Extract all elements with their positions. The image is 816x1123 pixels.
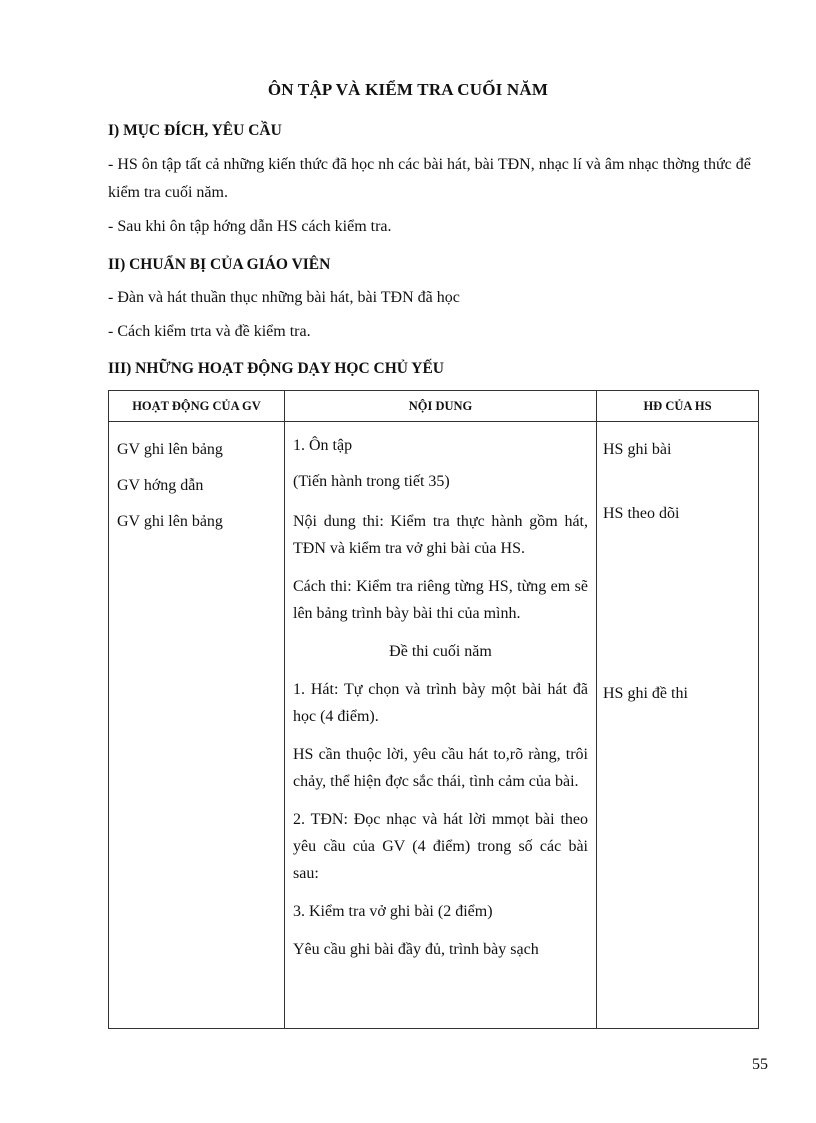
gv-item: GV hớng dẫn — [117, 477, 204, 494]
gv-item: GV ghi lên bảng — [117, 441, 223, 458]
section2-heading: II) CHUẨN BỊ CỦA GIÁO VIÊN — [108, 256, 331, 273]
hs-item: HS ghi đề thi — [603, 685, 688, 702]
content-yeu-cau-hat: HS cần thuộc lời, yêu cầu hát to,rõ ràng, trôi chảy, thể hiện đợc sắc thái, tình cảm của bài. — [293, 746, 588, 790]
table-header-row — [109, 391, 759, 422]
content-noi-dung-thi: Nội dung thi: Kiểm tra thực hành gồm hát, TĐN và kiểm tra vở ghi bài của HS. — [293, 513, 588, 557]
content-tdn: 2. TĐN: Đọc nhạc và hát lời mmọt bài theo yêu cầu của GV (4 điểm) trong số các bài sau: — [293, 811, 588, 882]
page-number: 55 — [752, 1056, 768, 1073]
hs-item: HS theo dõi — [603, 505, 680, 522]
hs-cell — [597, 422, 759, 1029]
section1-heading: I) MỤC ĐÍCH, YÊU CẦU — [108, 122, 282, 139]
header-gv: HOẠT ĐỘNG CỦA GV — [109, 391, 285, 422]
content-de-thi: Đề thi cuối năm — [389, 643, 492, 660]
content-cell — [285, 422, 597, 1029]
content-kiem-tra-vo: 3. Kiểm tra vở ghi bài (2 điểm) — [293, 903, 493, 920]
content-tien-hanh: (Tiến hành trong tiết 35) — [293, 473, 450, 490]
header-content: NỘI DUNG — [285, 391, 597, 422]
section1-item-1: - HS ôn tập tất cả những kiến thức đã học nh các bài hát, bài TĐN, nhạc lí và âm nhạc thờng thức để kiểm tra cuối năm. — [108, 156, 751, 201]
section2-item-2: - Cách kiểm trta và đề kiểm tra. — [108, 323, 311, 340]
content-on-tap: 1. Ôn tập — [293, 437, 353, 454]
table-row — [109, 422, 759, 1029]
gv-cell — [109, 422, 285, 1029]
section1-item-2: - Sau khi ôn tập hớng dẫn HS cách kiểm tra. — [108, 218, 392, 235]
gv-item: GV ghi lên bảng — [117, 513, 223, 530]
activities-table — [108, 390, 759, 1029]
content-yeu-cau-vo: Yêu cầu ghi bài đầy đủ, trình bày sạch — [293, 941, 539, 958]
page-title: ÔN TẬP VÀ KIỂM TRA CUỐI NĂM — [267, 80, 549, 99]
hs-item: HS ghi bài — [603, 441, 672, 458]
content-cach-thi: Cách thi: Kiểm tra riêng từng HS, từng em sẽ lên bảng trình bày bài thi của mình. — [293, 578, 588, 622]
header-hs: HĐ CỦA HS — [597, 391, 759, 422]
section2-item-1: - Đàn và hát thuần thục những bài hát, bài TĐN đã học — [108, 289, 460, 306]
content-hat: 1. Hát: Tự chọn và trình bày một bài hát đã học (4 điểm). — [293, 681, 588, 725]
section3-heading: III) NHỮNG HOẠT ĐỘNG DẠY HỌC CHỦ YẾU — [108, 360, 444, 377]
